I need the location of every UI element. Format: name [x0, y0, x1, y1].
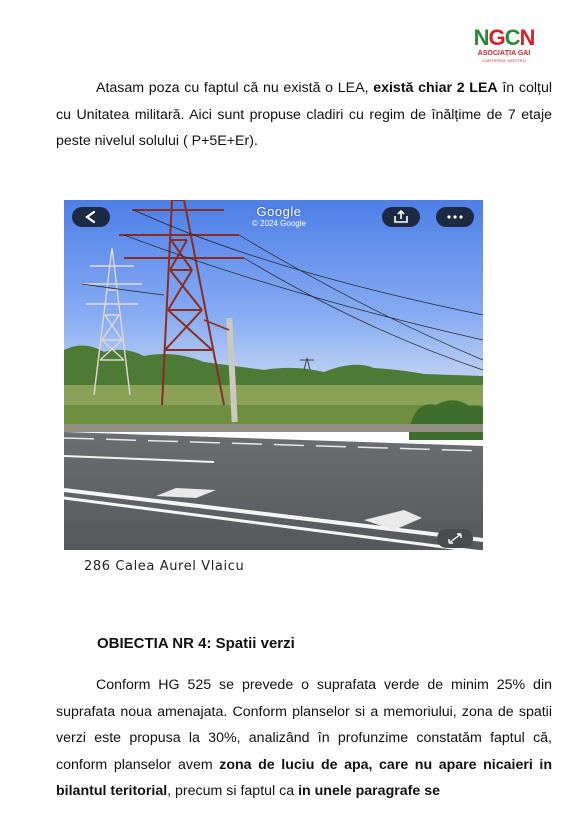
expand-button[interactable] — [437, 529, 473, 548]
section-heading: OBIECTIA NR 4: Spatii verzi — [97, 635, 295, 652]
text-run: Conform HG 525 se prevede o suprafata verde de minim 25% din suprafata noua amenajata. Conform planselor si a memoriului, zona de spatii verzi este propusa la 30%, analizând în profunzime constatăm faptul că, conform planselor avem — [56, 677, 552, 773]
bold-run: există chiar 2 LEA — [373, 80, 498, 96]
expand-arrows-icon — [437, 529, 473, 548]
google-brand: Google — [256, 204, 302, 219]
more-dots-icon — [436, 207, 474, 227]
text-run: , precum si faptul ca — [167, 783, 299, 799]
bold-run: zona de luciu de apa, care nu apare nicaieri in bilantul teritorial — [56, 756, 553, 799]
text-run: în colțul cu Unitatea militară. Aici sunt propuse cladiri cu regim de înălțime de 7 etaje peste nivelul solului ( P+5E+Er). — [56, 80, 552, 149]
logo-mark — [466, 26, 542, 50]
curb — [64, 424, 483, 432]
text-run: Atasam poza cu faptul că nu există o LEA, — [96, 80, 374, 96]
google-watermark — [229, 204, 329, 229]
streetview-photo — [64, 200, 483, 557]
chevron-left-icon — [72, 207, 110, 227]
photo-edge — [64, 550, 483, 557]
bold-run: in unele paragrafe se — [298, 783, 440, 799]
logo-letter: N — [473, 25, 489, 50]
more-button[interactable] — [436, 207, 474, 227]
share-icon — [382, 207, 420, 227]
logo-letter: C — [504, 25, 520, 50]
streetview-scene — [64, 200, 483, 557]
photo-caption: 286 Calea Aurel Vlaicu — [84, 559, 245, 574]
paragraph-green-spaces — [56, 672, 552, 805]
paragraph-lea — [56, 75, 552, 155]
logo-name: ASOCIAȚIA GAI — [477, 50, 531, 57]
logo-letter: G — [488, 25, 505, 50]
copyright-text: © 2024 Google — [252, 219, 306, 228]
logo — [466, 26, 542, 63]
logo-tagline: CARTIERUL NOSTRU — [482, 58, 526, 63]
logo-letter: N — [519, 25, 535, 50]
back-button[interactable] — [72, 207, 110, 227]
road — [64, 432, 483, 557]
share-button[interactable] — [382, 207, 420, 227]
